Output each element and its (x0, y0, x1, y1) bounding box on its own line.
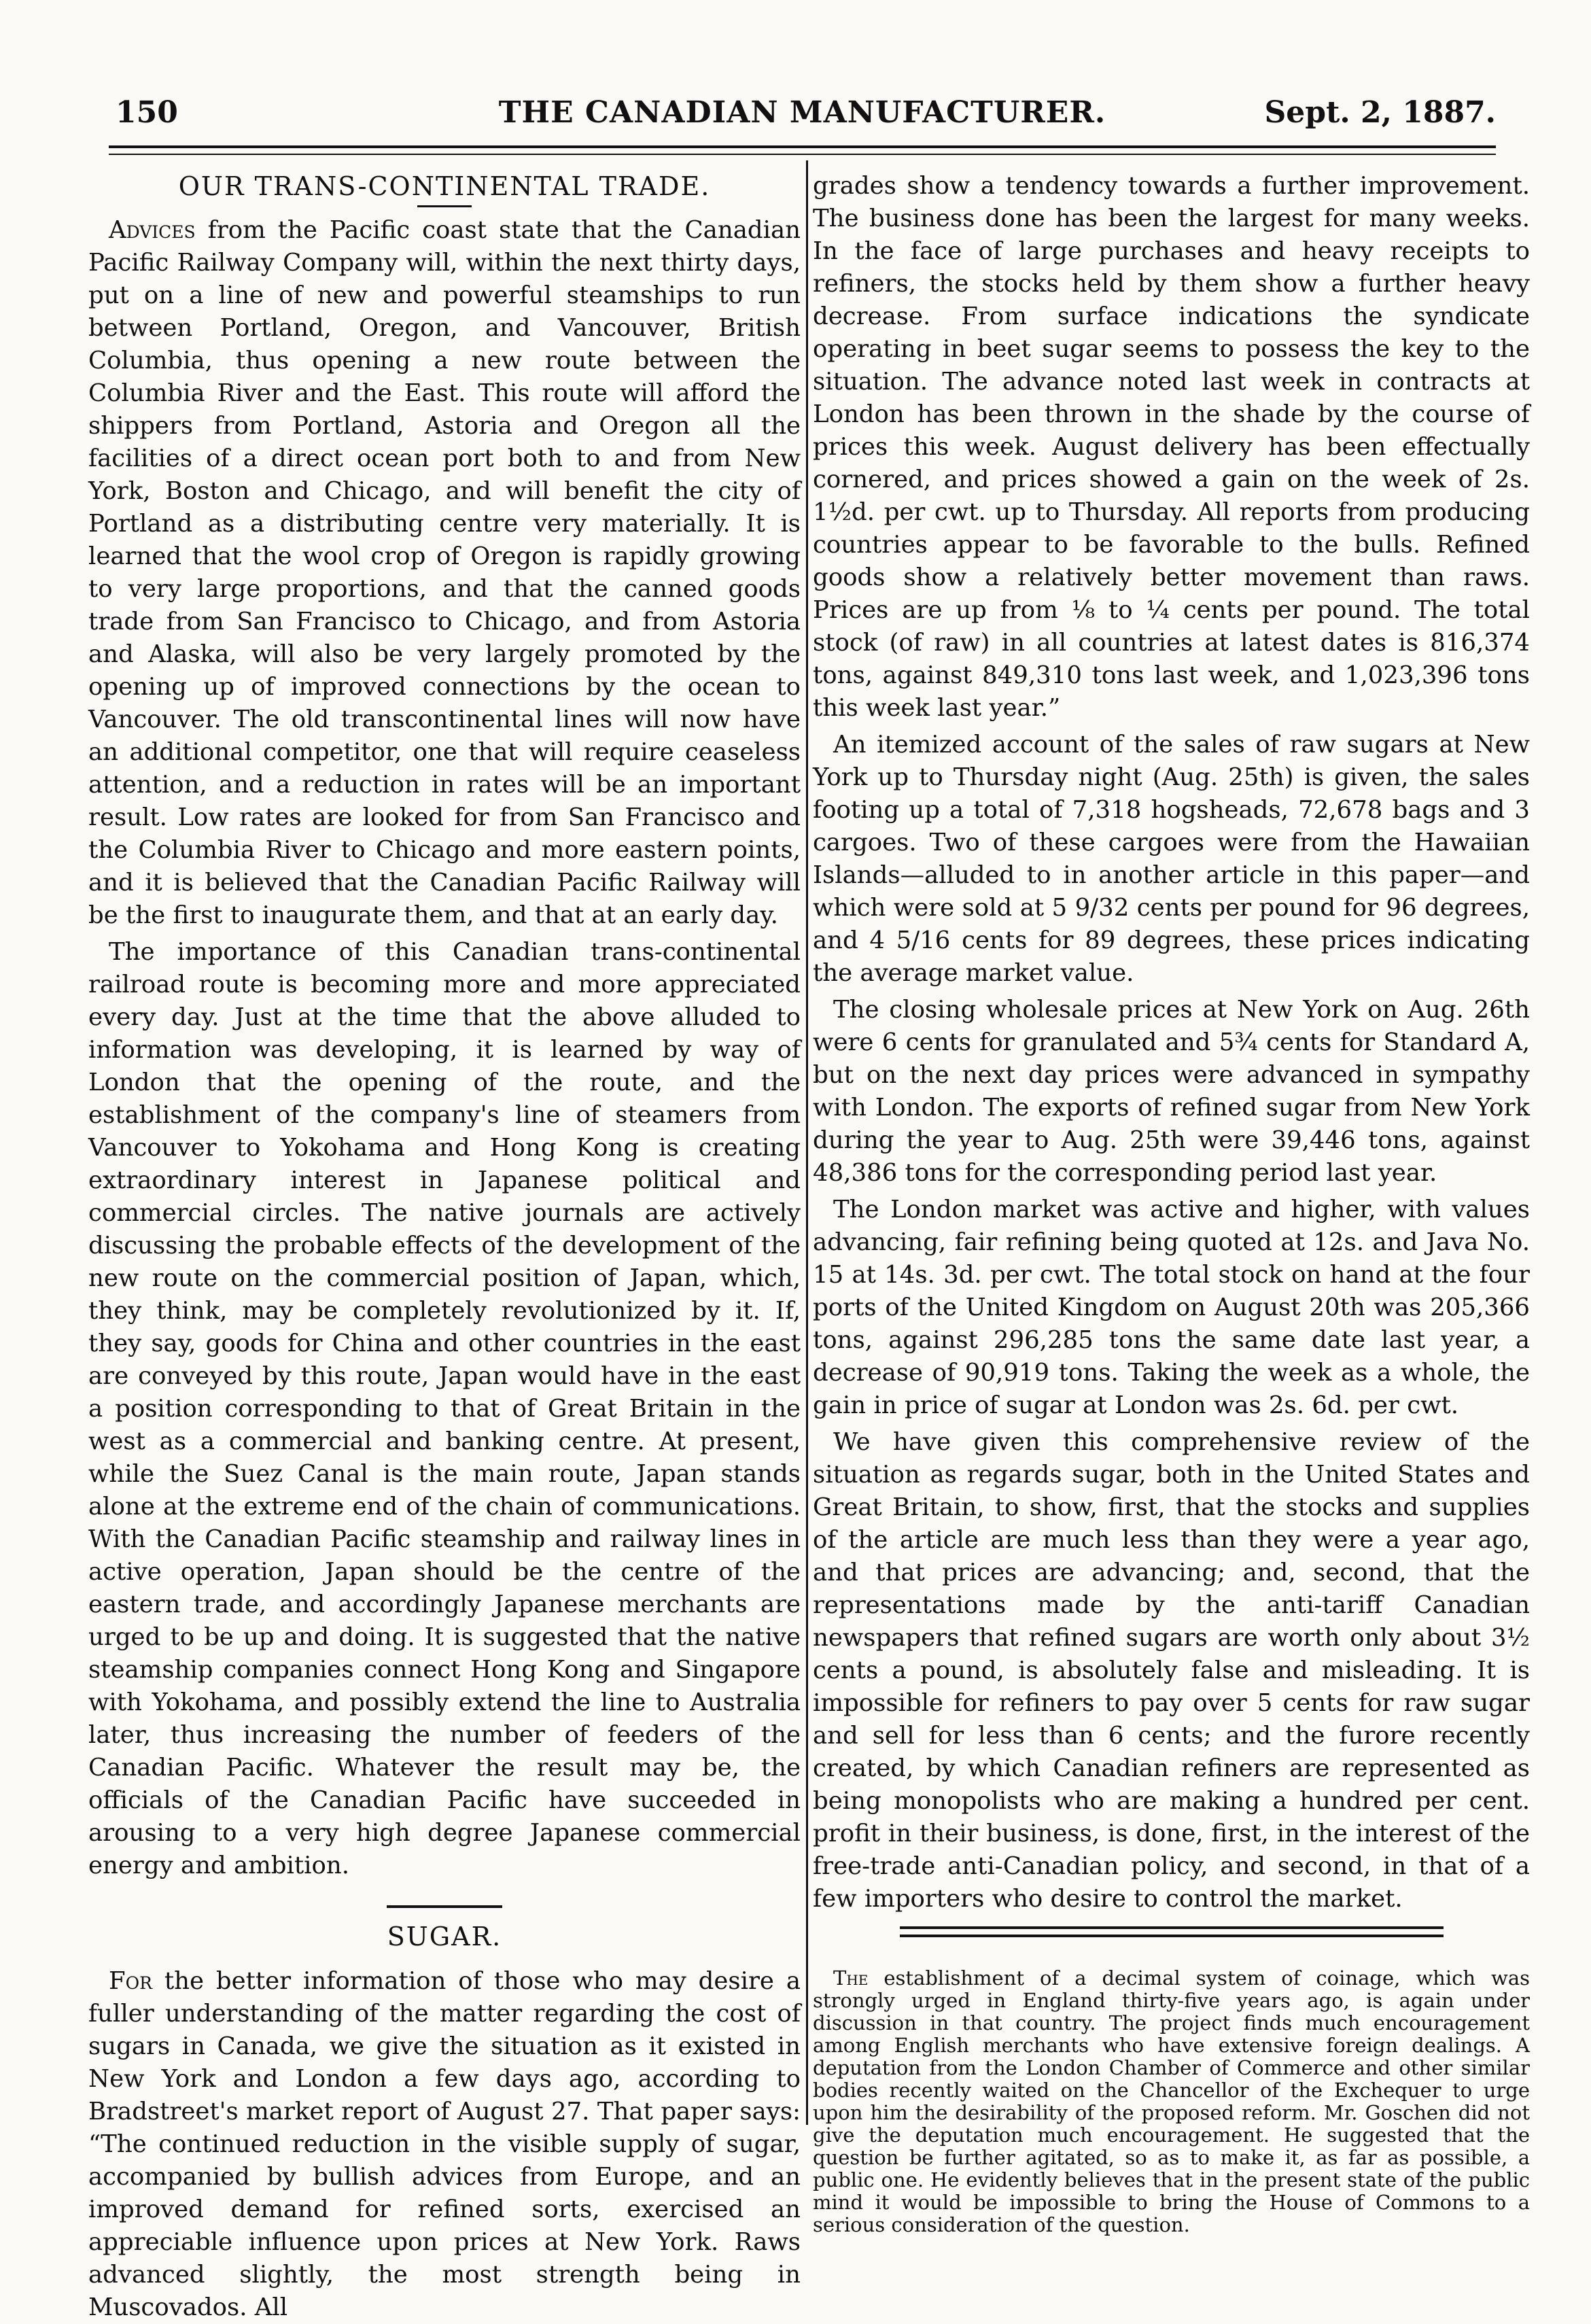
page-header (109, 95, 1496, 136)
issue-date: Sept. 2, 1887. (1264, 95, 1496, 130)
article-paragraph: The importance of this Canadian trans-continental railroad route is becoming more and more appreciated every day. Just at the time that the above alluded to information was developing, it is learned by way of London that the opening of the route, and the establishment of the company's line of steamers from Vancouver to Yokohama and Hong Kong is creating extraordinary interest in Japanese political and commercial circles. The native journals are actively discussing the probable effects of the development of the new route on the commercial position of Japan, which, they think, may be completely revolutionized by it. If, they say, goods for China and other countries in the east are conveyed by this route, Japan would have in the east a position corresponding to that of Great Britain in the west as a commercial and banking centre. At present, while the Suez Canal is the main route, Japan stands alone at the extreme end of the chain of communications. With the Canadian Pacific steamship and railway lines in active operation, Japan should be the centre of the eastern trade, and accordingly Japanese merchants are urged to be up and doing. It is suggested that the native steamship companies connect Hong Kong and Singapore with Yokohama, and possibly extend the line to Australia later, thus increasing the number of feeders of the Canadian Pacific. Whatever the result may be, the officials of the Canadian Pacific have succeeded in arousing to a very high degree Japanese commercial energy and ambition. (88, 938, 801, 1879)
article-title: OUR TRANS-CONTINENTAL TRADE. (178, 171, 711, 201)
paragraph-text: from the Pacific coast state that the Canadian Pacific Railway Company will, within the next thirty days, put on a line of new and powerful steamships to run between Portland, Oregon, and Vancouver, British Columbia, thus opening a new route between the Columbia River and the East. This route will afford the shippers from Portland, Astoria and Oregon all the facilities of a direct ocean port both to and from New York, Boston and Chicago, and will benefit the city of Portland as a distributing centre very materially. It is learned that the wool crop of Oregon is rapidly growing to very large proportions, and that the canned goods trade from San Francisco to Chicago, and from Astoria and Alaska, will also be very largely promoted by the opening up of improved connections by the ocean to Vancouver. The old transcontinental lines will now have an additional competitor, one that will require ceaseless attention, and a reduction in rates will be an important result. Low rates are looked for from San Francisco and the Columbia River to Chicago and more eastern points, and it is believed that the Canadian Pacific Railway will be the first to inaugurate them, and that at an early day. (88, 216, 801, 929)
left-column (88, 170, 801, 2324)
article-title: SUGAR. (387, 1922, 502, 1952)
title-rule (417, 205, 472, 207)
lead-word: The (833, 1966, 869, 1990)
article-paragraph-continued: grades show a tendency towards a further improvement. The business done has been the largest for many weeks. In the face of large purchases and heavy receipts to refiners, the stocks held by them show a further heavy decrease. From surface indications the syndicate operating in beet sugar seems to possess the key to the situation. The advance noted last week in contracts at London has been thrown in the shade by the course of prices this week. August delivery has been effectually cornered, and prices showed a gain on the week of 2s. 1½d. per cwt. up to Thursday. All reports from producing countries appear to be favorable to the bulls. Refined goods show a relatively better movement than raws. Prices are up from ⅛ to ¼ cents per pound. The total stock (of raw) in all countries at latest dates is 816,374 tons, against 849,310 tons last week, and 1,023,396 tons this week last year.” (813, 172, 1530, 722)
paragraph-text: the better information of those who may desire a fuller understanding of the matter regarding the cost of sugars in Canada, we give the situation as it existed in New York and London a few days ago, according to Bradstreet's market report of August 27. That paper says: “The continued reduction in the visible supply of sugar, accompanied by bullish advices from Europe, and an improved demand for refined sorts, exercised an appreciable influence upon prices at New York. Raws advanced slightly, the most strength being in Muscovados. All (88, 1967, 801, 2321)
article-paragraph: An itemized account of the sales of raw sugars at New York up to Thursday night (Aug. 25th) is given, the sales footing up a total of 7,318 hogsheads, 72,678 bags and 3 cargoes. Two of these cargoes were from the Hawaiian Islands—alluded to in another article in this paper—and which were sold at 5 9/32 cents per pound for 96 degrees, and 4 5/16 cents for 89 degrees, these prices indicating the average market value. (813, 731, 1530, 987)
article-paragraph (88, 1965, 801, 2324)
header-rule (109, 145, 1496, 148)
section-rule (900, 1926, 1444, 1929)
article-paragraph: We have given this comprehensive review of the situation as regards sugar, both in the United States and Great Britain, to show, first, that the stocks and supplies of the article are much less than they were a year ago, and that prices are advancing; and, second, that the representations made by the anti-tariff Canadian newspapers that refined sugars are worth only about 3½ cents a pound, is absolutely false and misleading. It is impossible for refiners to pay over 5 cents for raw sugar and sell for less than 6 cents; and the furore recently created, by which Canadian refiners are represented as being monopolists who are making a hundred per cent. profit in their business, is done, first, in the interest of the free-trade anti-Canadian policy, and second, in that of a few importers who desire to control the market. (813, 1428, 1530, 1913)
section-rule (900, 1935, 1444, 1937)
article-paragraph: The closing wholesale prices at New York on Aug. 26th were 6 cents for granulated and 5¾ cents for Standard A, but on the next day prices were advanced in sympathy with London. The exports of refined sugar from New York during the year to Aug. 25th were 39,446 tons, against 48,386 tons for the corresponding period last year. (813, 996, 1530, 1187)
publication-title: THE CANADIAN MANUFACTURER. (498, 95, 1106, 130)
section-rule (387, 1905, 502, 1908)
lead-word: Advices (109, 216, 196, 244)
article-paragraph (88, 214, 801, 932)
page-number: 150 (116, 95, 178, 130)
paragraph-text: establishment of a decimal system of coinage, which was strongly urged in England thirty-five years ago, is again under discussion in that country. The project finds much encouragement among English merchants who have extensive foreign dealings. A deputation from the London Chamber of Commerce and other similar bodies recently waited on the Chancellor of the Exchequer to urge upon him the desirability of the proposed reform. Mr. Goschen did not give the deputation much encouragement. He suggested that the question be further agitated, so as to make it, as far as possible, a public one. He evidently believes that in the present state of the public mind it would be impossible to bring the House of Commons to a serious consideration of the question. (813, 1966, 1530, 2236)
column-divider (806, 160, 808, 2125)
right-column (813, 170, 1530, 2236)
header-rule-thin (109, 154, 1496, 155)
article-paragraph: The London market was active and higher, with values advancing, fair refining being quoted at 12s. and Java No. 15 at 14s. 3d. per cwt. The total stock on hand at the four ports of the United Kingdom on August 20th was 205,366 tons, against 296,285 tons the same date last year, a decrease of 90,919 tons. Taking the week as a whole, the gain in price of sugar at London was 2s. 6d. per cwt. (813, 1196, 1530, 1419)
lead-word: For (109, 1967, 152, 1995)
